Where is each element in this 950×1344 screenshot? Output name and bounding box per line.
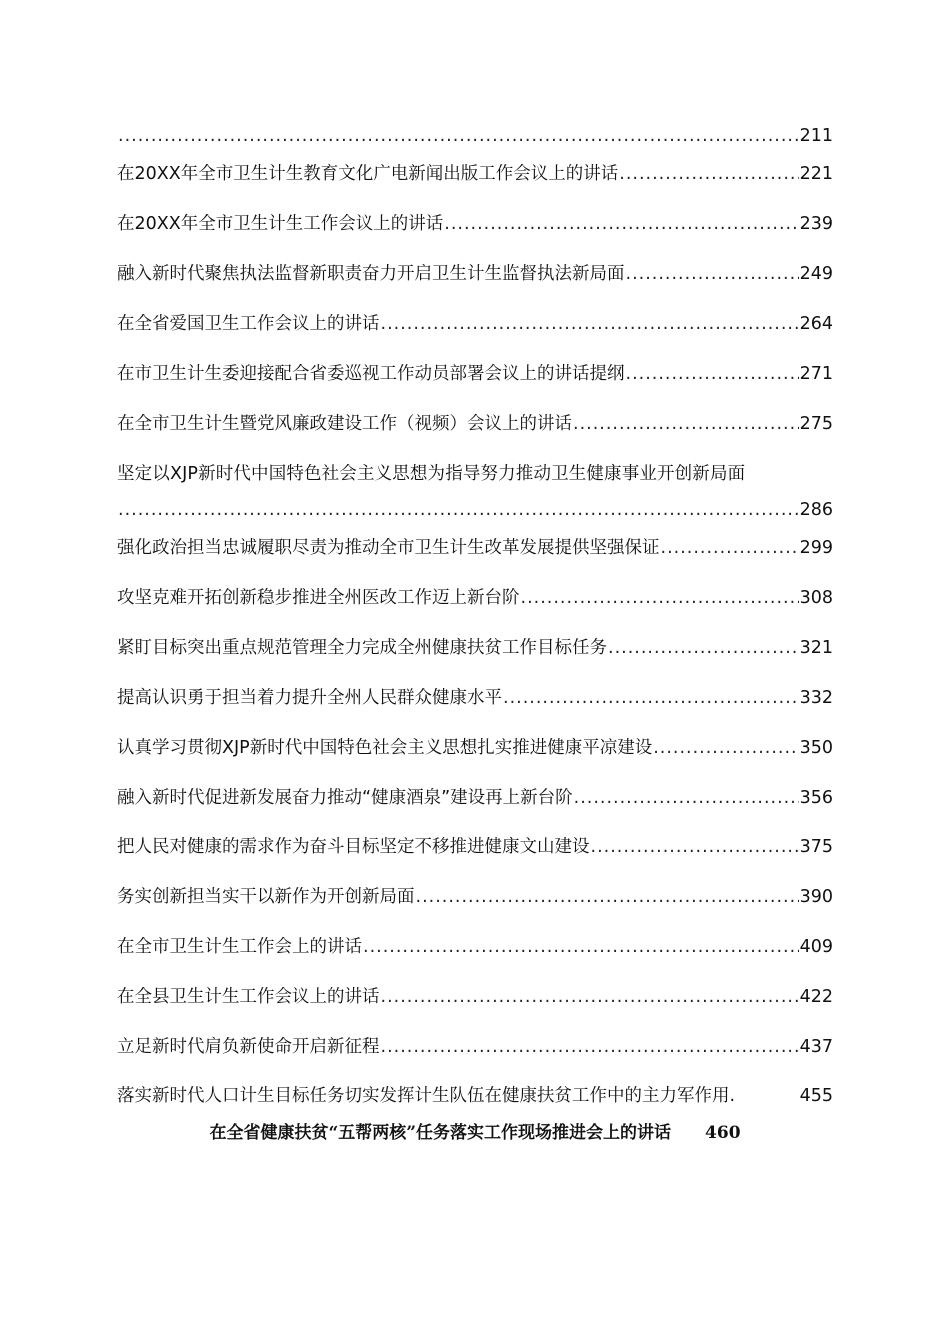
toc-entry[interactable] [117,934,833,960]
toc-entry[interactable] [117,1034,833,1060]
toc-entry-title: 在20XX年全市卫生计生工作会议上的讲话 [117,214,444,234]
toc-entry[interactable] [117,311,833,337]
dot-leader [416,884,799,910]
toc-entry-title: 坚定以XJP新时代中国特色社会主义思想为指导努力推动卫生健康事业开创新局面 [117,464,746,484]
toc-entry-title: 立足新时代肩负新使命开启新征程 [117,1037,380,1057]
toc-entry-title: 在20XX年全市卫生计生教育文化广电新闻出版工作会议上的讲话 [117,164,619,184]
toc-entry-page: 409 [799,937,833,957]
toc-entry-title: 在全省爱国卫生工作会议上的讲话 [117,314,380,334]
toc-entry-title: 强化政治担当忠诚履职尽责为推动全市卫生计生改革发展提供坚强保证 [117,538,660,558]
dot-leader [573,411,799,437]
toc-entry[interactable] [117,411,833,437]
toc-entry[interactable] [117,361,833,387]
toc-entry[interactable] [117,211,833,237]
toc-entry[interactable] [117,1083,833,1109]
toc-entry-title: 落实新时代人口计生目标任务切实发挥计生队伍在健康扶贫工作中的主力军作用. [117,1086,736,1106]
toc-entry-page: 299 [799,538,833,558]
toc-entry-page: 271 [799,364,833,384]
toc-entry-continuation[interactable] [117,123,833,149]
toc-entry-title: 在全县卫生计生工作会议上的讲话 [117,987,380,1007]
toc-entry-page: 239 [799,214,833,234]
dot-leader [381,984,799,1010]
dot-leader [608,635,799,661]
dot-leader [574,785,799,811]
toc-entry-title: 在全市卫生计生工作会上的讲话 [117,937,362,957]
toc-entry-page: 308 [799,588,833,608]
toc-entry-title: 在市卫生计生委迎接配合省委巡视工作动员部署会议上的讲话提纲 [117,364,625,384]
dot-leader [118,123,799,149]
dot-leader [521,585,799,611]
toc-entry-final[interactable] [0,1120,950,1146]
toc-entry-page: 321 [799,638,833,658]
toc-entry[interactable] [117,785,833,811]
dot-leader [118,497,799,523]
toc-entry[interactable] [117,685,833,711]
toc-entry-title: 在全省健康扶贫“五帮两核”任务落实工作现场推进会上的讲话 [209,1123,672,1143]
toc-entry-page: 422 [799,987,833,1007]
toc-entry-title: 在全市卫生计生暨党风廉政建设工作（视频）会议上的讲话 [117,414,572,434]
dot-leader [619,161,798,187]
dot-leader [363,934,799,960]
toc-entry[interactable] [117,161,833,187]
toc-entry[interactable] [117,261,833,287]
toc-entry[interactable] [117,984,833,1010]
toc-entry-page: 249 [799,264,833,284]
dot-leader [626,261,799,287]
dot-leader [444,211,798,237]
toc-entry-long[interactable] [117,461,833,487]
dot-leader [381,311,799,337]
toc-entry-page: 437 [799,1037,833,1057]
toc-entry-page: 350 [799,738,833,758]
toc-entry[interactable] [117,535,833,561]
toc-entry-page: 264 [799,314,833,334]
dot-leader [381,1034,799,1060]
toc-entry-page: 390 [799,887,833,907]
dot-leader [626,361,799,387]
toc-entry-page: 455 [799,1086,833,1106]
dot-leader [661,535,799,561]
toc-entry-title: 务实创新担当实干以新作为开创新局面 [117,887,415,907]
toc-entry-title: 融入新时代促进新发展奋力推动“健康酒泉”建设再上新台阶 [117,788,573,808]
toc-entry[interactable] [117,585,833,611]
toc-entry-page: 275 [799,414,833,434]
toc-entry-page: 375 [799,837,833,857]
dot-leader [653,735,798,761]
toc-entry[interactable] [117,884,833,910]
toc-entry-page: 356 [799,788,833,808]
toc-entry-title: 认真学习贯彻XJP新时代中国特色社会主义思想扎实推进健康平凉建设 [117,738,653,758]
toc-entry[interactable] [117,635,833,661]
toc-entry-title: 提高认识勇于担当着力提升全州人民群众健康水平 [117,688,502,708]
toc-entry-continuation[interactable] [117,497,833,523]
toc-entry-page: 211 [799,126,833,146]
toc-entry-title: 攻坚克难开拓创新稳步推进全州医改工作迈上新台阶 [117,588,520,608]
toc-entry-page: 286 [799,500,833,520]
toc-entry-title: 把人民对健康的需求作为奋斗目标坚定不移推进健康文山建设 [117,837,590,857]
toc-entry[interactable] [117,735,833,761]
toc-entry-page: 460 [705,1123,741,1143]
dot-leader [591,834,799,860]
toc-entry-title: 融入新时代聚焦执法监督新职责奋力开启卫生计生监督执法新局面 [117,264,625,284]
toc-entry[interactable] [117,834,833,860]
toc-entry-page: 332 [799,688,833,708]
dot-leader [503,685,799,711]
toc-entry-title: 紧盯目标突出重点规范管理全力完成全州健康扶贫工作目标任务 [117,638,607,658]
toc-entry-page: 221 [799,164,833,184]
